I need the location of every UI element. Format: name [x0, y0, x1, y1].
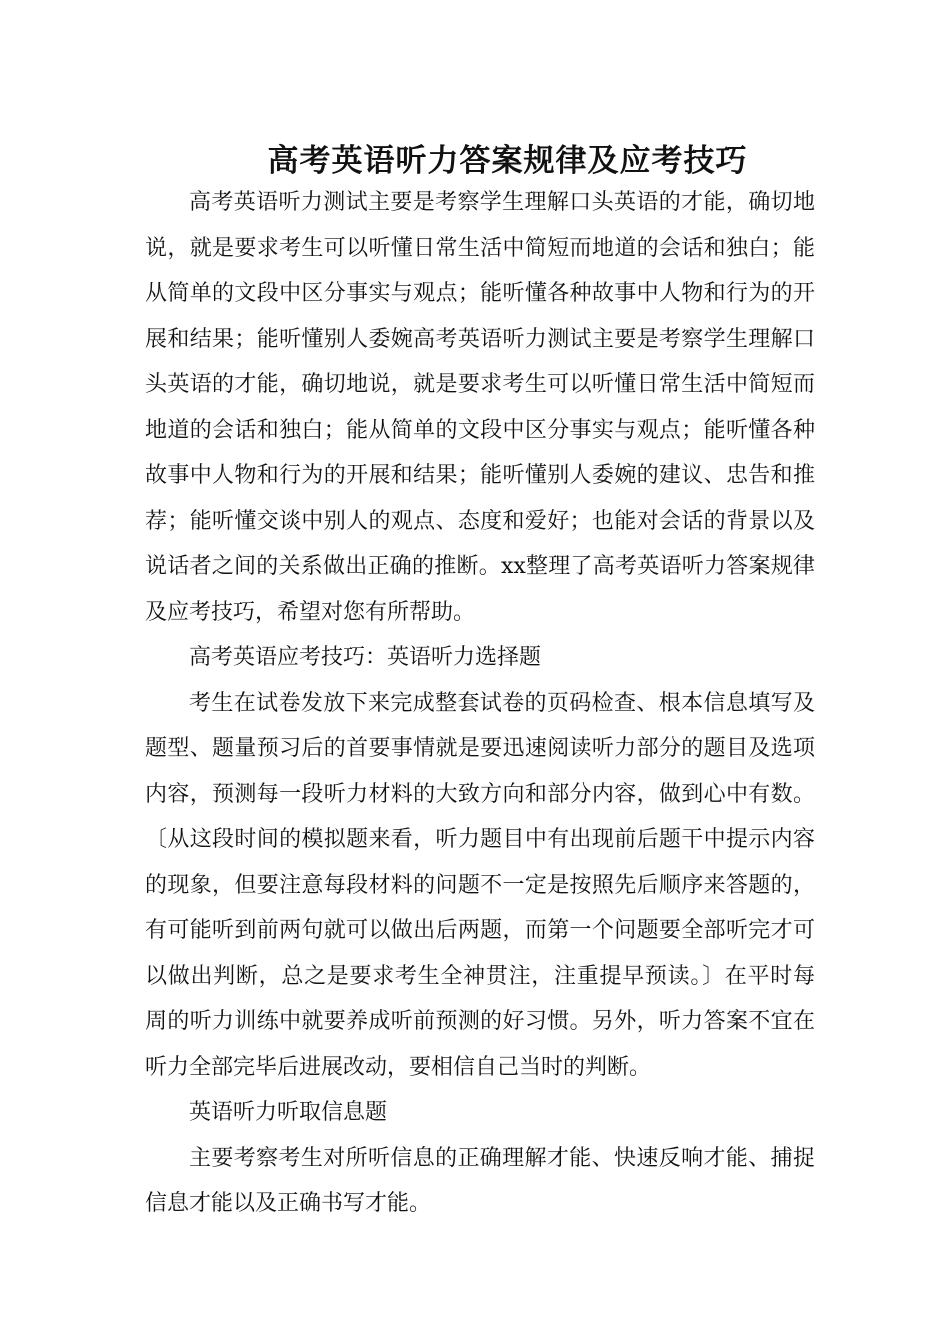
paragraph-intro: 高考英语听力测试主要是考察学生理解口头英语的才能，确切地说，就是要求考生可以听懂日常生活中简短而地道的会话和独白；能从简单的文段中区分事实与观点；能听懂各种故事中人物和行为的开展和结果；能听懂别人委婉高考英语听力测试主要是考察学生理解口头英语的才能，确切地说，就是要求考生可以听懂日常生活中简短而地道的会话和独白；能从简单的文段中区分事实与观点；能听懂各种故事中人物和行为的开展和结果；能听懂别人委婉的建议、忠告和推荐；能听懂交谈中别人的观点、态度和爱好；也能对会话的背景以及说话者之间的关系做出正确的推断。xx整理了高考英语听力答案规律及应考技巧，希望对您有所帮助。 [145, 190, 815, 625]
paragraph-choice-tips: 考生在试卷发放下来完成整套试卷的页码检查、根本信息填写及题型、题量预习后的首要事情就是要迅速阅读听力部分的题目及选项内容，预测每一段听力材料的大致方向和部分内容，做到心中有数。〔从这段时间的模拟题来看，听力题目中有出现前后题干中提示内容的现象，但要注意每段材料的问题不一定是按照先后顺序来答题的，有可能听到前两句就可以做出后两题，而第一个问题要全部听完才可以做出判断，总之是要求考生全神贯注，注重提早预读。〕在平时每周的听力训练中就要养成听前预测的好习惯。另外，听力答案不宜在听力全部完毕后进展改动，要相信自己当时的判断。 [145, 690, 815, 1080]
paragraph-info-tips: 主要考察考生对所听信息的正确理解才能、快速反响才能、捕捉信息才能以及正确书写才能。 [145, 1145, 815, 1216]
document-body [145, 180, 815, 1227]
section-heading-info: 英语听力听取信息题 [189, 1100, 388, 1125]
section-heading-choice: 高考英语应考技巧：英语听力选择题 [189, 645, 542, 670]
document-title: 高考英语听力答案规律及应考技巧 [267, 142, 748, 179]
